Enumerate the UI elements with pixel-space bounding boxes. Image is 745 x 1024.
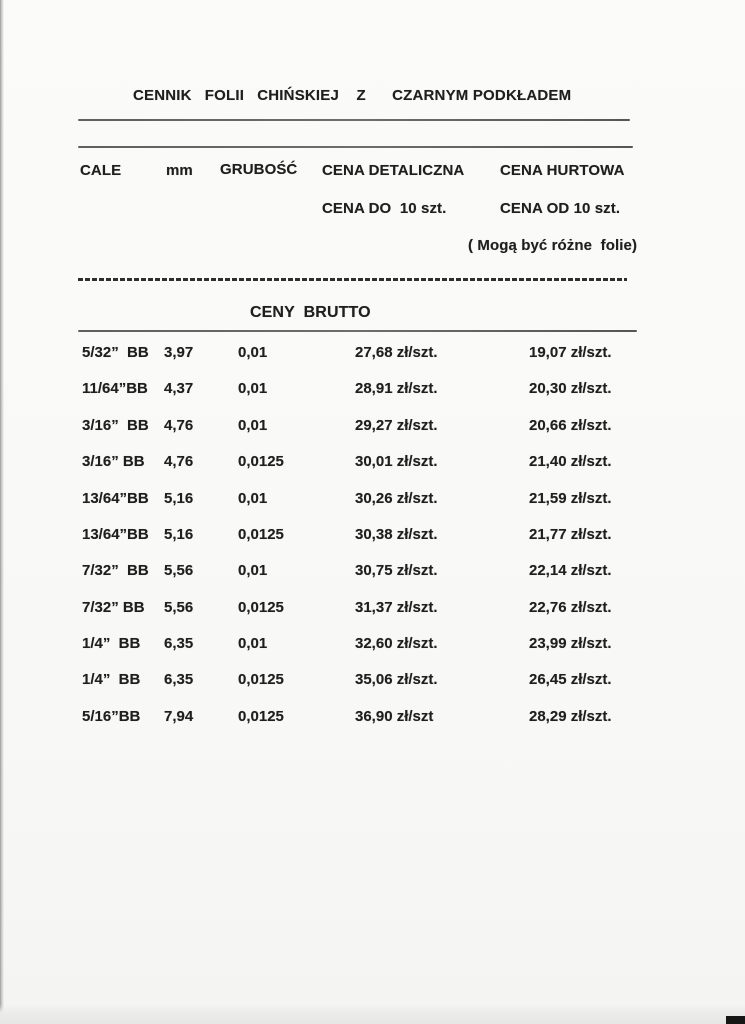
cell-cale: 13/64”BB [82,490,149,507]
cell-detaliczna: 35,06 zł/szt. [355,671,438,688]
cell-hurtowa: 20,30 zł/szt. [529,380,612,397]
table-row [0,708,745,730]
table-row [0,490,745,512]
cell-detaliczna: 28,91 zł/szt. [355,380,438,397]
cell-mm: 5,56 [164,562,194,579]
cell-detaliczna: 31,37 zł/szt. [355,599,438,616]
cell-grubosc: 0,01 [238,635,268,652]
table-row [0,453,745,475]
cell-grubosc: 0,01 [238,344,268,361]
cell-hurtowa: 26,45 zł/szt. [529,671,612,688]
cell-grubosc: 0,01 [238,417,268,434]
horizontal-rule-header [78,146,633,148]
dashed-separator-rule [78,278,627,281]
scan-bottom-shadow-band [0,1004,745,1024]
cell-hurtowa: 28,29 zł/szt. [529,708,612,725]
table-row [0,562,745,584]
table-row [0,344,745,366]
cell-grubosc: 0,0125 [238,526,284,543]
cell-detaliczna: 30,38 zł/szt. [355,526,438,543]
cell-grubosc: 0,01 [238,490,268,507]
cell-cale: 5/32” BB [82,344,149,361]
horizontal-rule-section [78,330,637,332]
cell-cale: 11/64”BB [82,380,148,397]
cell-grubosc: 0,0125 [238,599,284,616]
table-row [0,526,745,548]
cell-grubosc: 0,0125 [238,453,284,470]
cell-mm: 4,76 [164,417,194,434]
cell-hurtowa: 23,99 zł/szt. [529,635,612,652]
column-header-cale: CALE [80,162,122,179]
cell-cale: 7/32” BB [82,599,145,616]
column-header-cena-hurtowa: CENA HURTOWA [500,162,625,179]
cell-detaliczna: 36,90 zł/szt [355,708,434,725]
cell-mm: 3,97 [164,344,194,361]
scan-bottom-right-artifact [726,1016,745,1024]
cell-grubosc: 0,01 [238,562,268,579]
table-row [0,417,745,439]
cell-detaliczna: 32,60 zł/szt. [355,635,438,652]
column-subheader-cena-do-10: CENA DO 10 szt. [322,200,447,217]
cell-grubosc: 0,0125 [238,708,284,725]
cell-cale: 1/4” BB [82,671,141,688]
cell-cale: 3/16” BB [82,453,145,470]
cell-mm: 4,76 [164,453,194,470]
cell-detaliczna: 29,27 zł/szt. [355,417,438,434]
table-row [0,671,745,693]
column-header-cena-detaliczna: CENA DETALICZNA [322,162,465,179]
cell-mm: 5,56 [164,599,194,616]
cell-detaliczna: 30,01 zł/szt. [355,453,438,470]
section-title-ceny-brutto: CENY BRUTTO [250,304,371,321]
cell-hurtowa: 21,40 zł/szt. [529,453,612,470]
document-title: CENNIK FOLII CHIŃSKIEJ Z CZARNYM PODKŁADEM [133,87,572,104]
cell-mm: 5,16 [164,490,194,507]
cell-mm: 7,94 [164,708,194,725]
cell-hurtowa: 21,77 zł/szt. [529,526,612,543]
cell-mm: 4,37 [164,380,194,397]
cell-detaliczna: 27,68 zł/szt. [355,344,438,361]
cell-mm: 6,35 [164,635,194,652]
cell-hurtowa: 19,07 zł/szt. [529,344,612,361]
cell-cale: 7/32” BB [82,562,149,579]
horizontal-rule-top [78,119,630,121]
table-row [0,599,745,621]
cell-hurtowa: 20,66 zł/szt. [529,417,612,434]
column-subheader-cena-od-10: CENA OD 10 szt. [500,200,621,217]
cell-hurtowa: 21,59 zł/szt. [529,490,612,507]
cell-hurtowa: 22,14 zł/szt. [529,562,612,579]
table-row [0,635,745,657]
cell-grubosc: 0,01 [238,380,268,397]
table-row [0,380,745,402]
cell-cale: 3/16” BB [82,417,149,434]
cell-detaliczna: 30,75 zł/szt. [355,562,438,579]
cell-cale: 5/16”BB [82,708,141,725]
cell-mm: 6,35 [164,671,194,688]
column-header-mm: mm [166,162,193,179]
cell-hurtowa: 22,76 zł/szt. [529,599,612,616]
cell-grubosc: 0,0125 [238,671,284,688]
cell-cale: 13/64”BB [82,526,149,543]
scan-left-edge-shadow [0,0,4,1024]
cell-mm: 5,16 [164,526,194,543]
column-header-grubosc: GRUBOŚĆ [220,161,298,178]
cell-cale: 1/4” BB [82,635,141,652]
column-note-rozne-folie: ( Mogą być różne folie) [468,237,638,254]
cell-detaliczna: 30,26 zł/szt. [355,490,438,507]
